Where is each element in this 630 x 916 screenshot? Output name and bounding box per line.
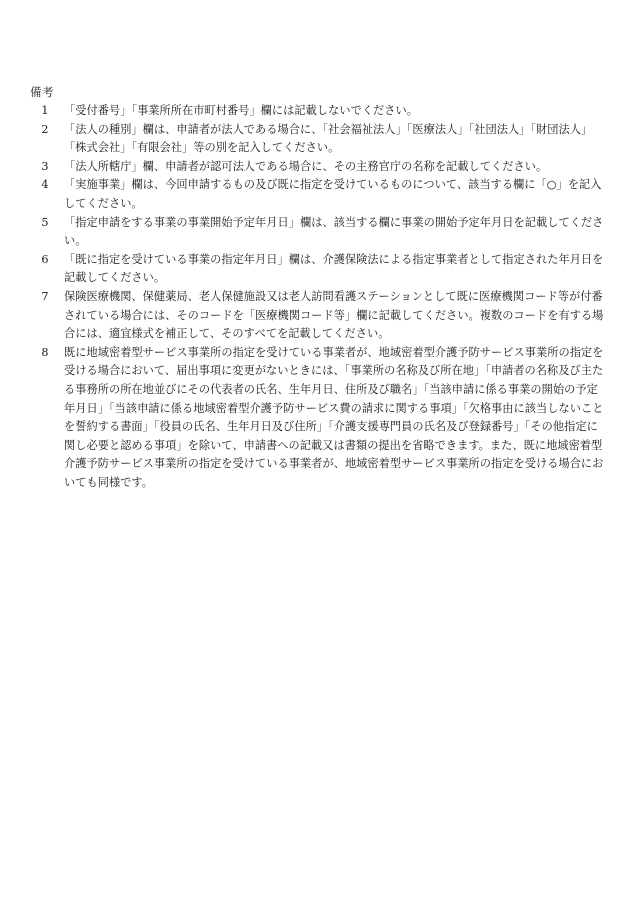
- note-text: 「受付番号」「事業所所在市町村番号」欄には記載しないでください。: [64, 104, 419, 117]
- note-number: 8: [41, 345, 49, 359]
- note-text: 「法人所轄庁」欄、申請者が認可法人である場合に、その主務官庁の名称を記載してください。: [64, 159, 548, 173]
- note-item: [38, 158, 608, 177]
- note-item: [38, 344, 608, 493]
- note-text: 「指定申請をする事業の事業開始予定年月日」欄は、該当する欄に事業の開始予定年月日を記載してください。: [64, 215, 604, 248]
- note-number: 1: [41, 104, 49, 117]
- note-text: 「実施事業」欄は、今回申請するもの及び既に指定を受けているものについて、該当する欄に「○」を記入してください。: [64, 178, 602, 210]
- note-number: 6: [41, 252, 49, 266]
- note-item: [38, 214, 608, 251]
- note-text: 既に地域密着型サービス事業所の指定を受けている事業者が、地域密着型介護予防サービス事業所の指定を受ける場合において、届出事項に変更がないときには、「事業所の名称及び所在地」「申請者の名称及び主たる事務所の所在地並びにその代表者の氏名、生年月日、住所及び職名」「当該申請に係る事業の開始の予定年月日」「当該申請に係る地域密着型介護予防サービス費の請求に関する事項」「欠格事由に該当しないことを誓約する書面」「役員の氏名、生年月日及び住所」「介護支援専門員の氏名及び登録番号」「その他指定に関し必要と認める事項」を除いて、申請書への記載又は書類の提出を省略できます。また、既に地域密着型介護予防サービス事業所の指定を受けている事業者が、地域密着型サービス事業所の指定を受ける場合においても同様です。: [64, 345, 604, 489]
- note-item: [38, 251, 608, 288]
- note-item: [38, 121, 608, 158]
- note-number: 4: [41, 178, 49, 192]
- note-item: [38, 176, 608, 213]
- note-text: 「法人の種別」欄は、申請者が法人である場合に、「社会福祉法人」「医療法人」「社団法人」「財団法人」「株式会社」「有限会社」等の別を記入してください。: [64, 122, 593, 155]
- note-number: 5: [41, 215, 49, 229]
- note-item: [38, 288, 608, 344]
- notes-heading: 備考: [30, 85, 54, 99]
- note-text: 「既に指定を受けている事業の指定年月日」欄は、介護保険法による指定事業者として指定された年月日を記載してください。: [64, 252, 604, 285]
- note-item: [38, 102, 608, 121]
- notes-list: [38, 102, 608, 492]
- note-number: 2: [41, 122, 49, 136]
- note-text: 保険医療機関、保健薬局、老人保健施設又は老人訪問看護ステーションとして既に医療機関コード等が付番されている場合には、そのコードを「医療機関コード等」欄に記載してください。複数のコードを有する場合には、適宜様式を補正して、そのすべてを記載してください。: [64, 289, 604, 341]
- note-number: 3: [41, 159, 49, 173]
- note-number: 7: [41, 289, 49, 303]
